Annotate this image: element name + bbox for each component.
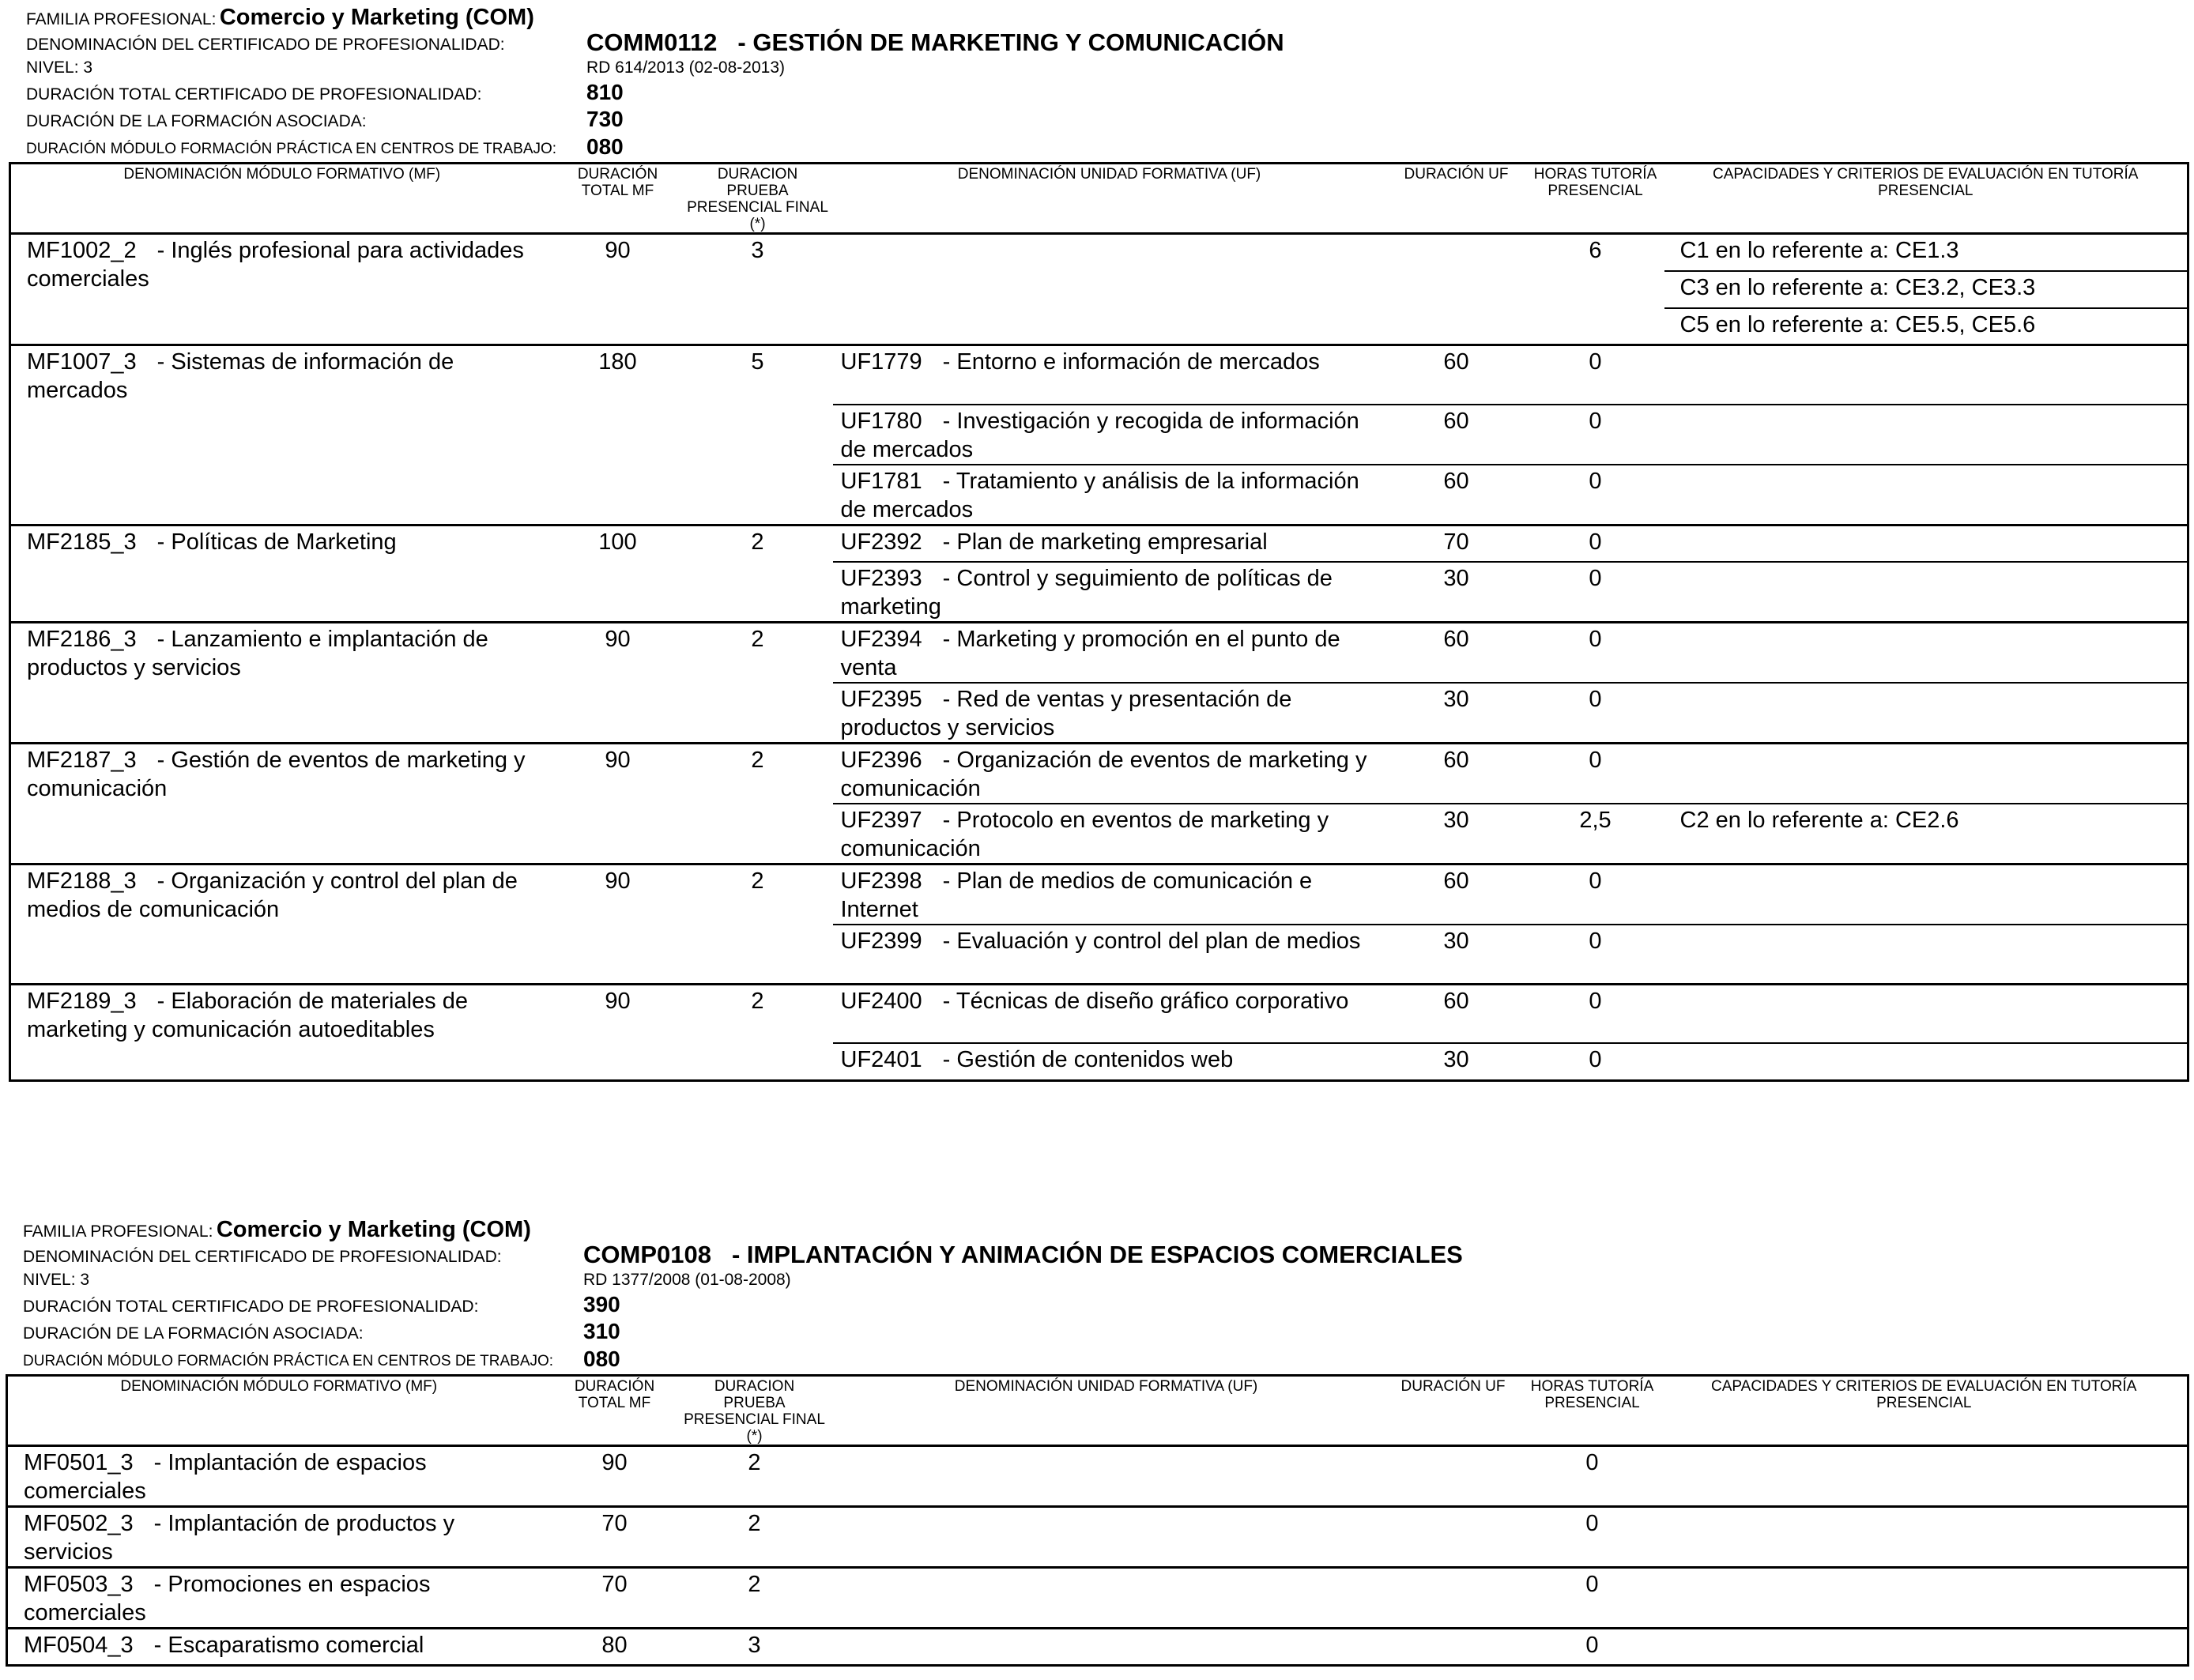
module-duration: 90 [601, 1450, 628, 1475]
tutoring-hours: 0 [1585, 1633, 1599, 1658]
evaluation-criteria [1664, 744, 2188, 804]
unit-name: - Investigación y recogida de información de mercados [840, 408, 1359, 462]
unit-code: UF2401 [840, 1047, 922, 1072]
duracion-formacion-label: DURACIÓN DE LA FORMACIÓN ASOCIADA: [26, 112, 367, 130]
evaluation-criteria [1664, 683, 2188, 744]
familia-label: FAMILIA PROFESIONAL: [23, 1222, 213, 1241]
duracion-total-value: 810 [586, 80, 624, 104]
tutoring-hours: 2,5 [1527, 804, 1664, 864]
evaluation-criteria [1664, 405, 2188, 465]
tutoring-hours: 0 [1585, 1511, 1599, 1536]
tutoring-hours: 0 [1527, 1043, 1664, 1080]
unit-duration: 70 [1443, 529, 1469, 555]
col-uf: DENOMINACIÓN UNIDAD FORMATIVA (UF) [954, 1378, 1258, 1395]
evaluation-criteria: C3 en lo referente a: CE3.2, CE3.3 [1664, 271, 2188, 308]
tutoring-hours: 6 [1589, 238, 1602, 263]
tutoring-hours: 0 [1527, 683, 1664, 744]
unit-duration: 60 [1443, 988, 1469, 1014]
duracion-formacion-label: DURACIÓN DE LA FORMACIÓN ASOCIADA: [23, 1324, 364, 1343]
unit-duration: 60 [1386, 405, 1527, 465]
col-criterios: CAPACIDADES Y CRITERIOS DE EVALUACIÓN EN TUTORÍA PRESENCIAL [1713, 166, 2139, 199]
unit-name-cell [833, 804, 1386, 864]
certificate-title [583, 1242, 1463, 1267]
rd-reference: RD 1377/2008 (01-08-2008) [583, 1271, 791, 1289]
unit-duration: 30 [1386, 562, 1527, 623]
duracion-practica-label: DURACIÓN MÓDULO FORMACIÓN PRÁCTICA EN CENTROS DE TRABAJO: [23, 1353, 554, 1369]
unit-name-cell [833, 683, 1386, 744]
tutoring-hours: 0 [1585, 1572, 1599, 1597]
module-name: - Lanzamiento e implantación de productos y servicios [27, 627, 488, 680]
module-duration: 90 [605, 238, 631, 263]
col-dur-mf: DURACIÓN TOTAL MF [574, 1378, 655, 1411]
tutoring-hours: 0 [1589, 868, 1602, 894]
module-name: - Implantación de productos y servicios [24, 1511, 455, 1565]
evaluation-criteria: C1 en lo referente a: CE1.3 [1679, 238, 1959, 263]
unit-duration [1386, 234, 1527, 271]
unit-name-cell [830, 1629, 1383, 1666]
unit-code: UF2397 [840, 808, 922, 833]
unit-name: - Tratamiento y análisis de la información de mercados [840, 468, 1359, 522]
tutoring-hours: 0 [1527, 562, 1664, 623]
evaluation-criteria [1664, 623, 2188, 684]
evaluation-criteria [1664, 525, 2188, 562]
module-code: MF0502_3 [24, 1511, 134, 1536]
col-uf: DENOMINACIÓN UNIDAD FORMATIVA (UF) [957, 166, 1261, 183]
table-row [7, 1629, 2188, 1666]
module-name: - Sistemas de información de mercados [27, 349, 454, 403]
certificate-name: - IMPLANTACIÓN Y ANIMACIÓN DE ESPACIOS COMERCIALES [731, 1241, 1463, 1268]
module-name: - Inglés profesional para actividades comerciales [27, 238, 524, 292]
module-name-cell [10, 623, 553, 744]
unit-code: UF1780 [840, 408, 922, 434]
module-code: MF1007_3 [27, 349, 137, 375]
unit-duration [1386, 271, 1527, 308]
unit-duration: 60 [1443, 868, 1469, 894]
col-horas: HORAS TUTORÍA PRESENCIAL [1533, 166, 1657, 199]
evaluation-criteria [1661, 1446, 2188, 1507]
table-header [7, 1376, 2188, 1446]
modules-table [9, 162, 2189, 1082]
unit-duration [1383, 1446, 1524, 1507]
certificate-name: - GESTIÓN DE MARKETING Y COMUNICACIÓN [737, 28, 1284, 56]
module-duration: 100 [598, 529, 637, 555]
col-mf: DENOMINACIÓN MÓDULO FORMATIVO (MF) [123, 166, 441, 183]
module-code: MF0503_3 [24, 1572, 134, 1597]
unit-name: - Plan de marketing empresarial [942, 529, 1268, 555]
duracion-total-label: DURACIÓN TOTAL CERTIFICADO DE PROFESIONALIDAD: [23, 1298, 479, 1316]
unit-name-cell [833, 744, 1386, 804]
denominacion-label: DENOMINACIÓN DEL CERTIFICADO DE PROFESIONALIDAD: [26, 36, 505, 54]
certificate-code: COMP0108 [583, 1241, 711, 1268]
module-name-cell [7, 1507, 550, 1568]
denominacion-label: DENOMINACIÓN DEL CERTIFICADO DE PROFESIONALIDAD: [23, 1248, 502, 1266]
unit-name: - Red de ventas y presentación de productos y servicios [840, 687, 1292, 740]
unit-code: UF2396 [840, 748, 922, 773]
module-exam-duration: 2 [748, 1511, 761, 1536]
duracion-total-value: 390 [583, 1292, 620, 1317]
module-name-cell [7, 1568, 550, 1629]
evaluation-criteria [1664, 1043, 2188, 1080]
unit-duration [1383, 1507, 1524, 1568]
unit-duration [1386, 308, 1527, 345]
familia-value: Comercio y Marketing (COM) [216, 1217, 531, 1242]
evaluation-criteria [1664, 984, 2188, 1043]
module-duration: 90 [605, 748, 631, 773]
tutoring-hours: 0 [1589, 349, 1602, 375]
table-header [10, 164, 2188, 234]
module-exam-duration: 2 [748, 1572, 761, 1597]
certificate-section [0, 1214, 2194, 1680]
module-duration: 90 [605, 868, 631, 894]
duracion-formacion-value: 730 [586, 107, 624, 131]
module-name: - Implantación de espacios comerciales [24, 1450, 427, 1504]
module-code: MF0504_3 [24, 1633, 134, 1658]
module-exam-duration: 2 [751, 529, 764, 555]
evaluation-criteria: C5 en lo referente a: CE5.5, CE5.6 [1664, 308, 2188, 345]
module-name-cell [10, 525, 553, 623]
unit-code: UF2395 [840, 687, 922, 712]
module-name: - Gestión de eventos de marketing y comunicación [27, 748, 526, 801]
table-row [10, 525, 2188, 562]
unit-name-cell [833, 345, 1386, 405]
module-name-cell [10, 345, 553, 525]
unit-name-cell [833, 465, 1386, 525]
evaluation-criteria [1664, 345, 2188, 405]
module-duration: 90 [605, 988, 631, 1014]
unit-name: - Técnicas de diseño gráfico corporativo [942, 988, 1349, 1014]
familia-line [23, 1219, 531, 1241]
table-row [10, 623, 2188, 684]
unit-duration: 60 [1443, 349, 1469, 375]
module-name-cell [10, 744, 553, 864]
nivel-label: NIVEL: 3 [23, 1271, 90, 1289]
unit-name: - Gestión de contenidos web [942, 1047, 1234, 1072]
unit-duration: 30 [1386, 925, 1527, 984]
unit-name-cell [833, 984, 1386, 1043]
certificate-code: COMM0112 [586, 28, 718, 56]
tutoring-hours: 0 [1527, 465, 1664, 525]
unit-duration [1383, 1568, 1524, 1629]
module-duration: 180 [598, 349, 637, 375]
unit-duration: 60 [1443, 627, 1469, 652]
tutoring-hours: 0 [1585, 1450, 1599, 1475]
col-prueba: DURACION PRUEBA PRESENCIAL FINAL (*) [684, 1378, 825, 1445]
module-exam-duration: 2 [751, 988, 764, 1014]
unit-name-cell [833, 1043, 1386, 1080]
module-exam-duration: 2 [751, 868, 764, 894]
module-code: MF2189_3 [27, 988, 137, 1014]
unit-name-cell [833, 864, 1386, 925]
module-name-cell [7, 1446, 550, 1507]
unit-name-cell [833, 271, 1386, 308]
module-code: MF2186_3 [27, 627, 137, 652]
evaluation-criteria [1664, 864, 2188, 925]
col-dur-mf: DURACIÓN TOTAL MF [577, 166, 658, 199]
col-dur-uf: DURACIÓN UF [1400, 1378, 1506, 1395]
unit-duration: 60 [1443, 748, 1469, 773]
unit-name-cell [833, 405, 1386, 465]
unit-name-cell [830, 1446, 1383, 1507]
rd-reference: RD 614/2013 (02-08-2013) [586, 58, 785, 77]
unit-name-cell [830, 1507, 1383, 1568]
tutoring-hours: 0 [1527, 925, 1664, 984]
unit-name-cell [833, 623, 1386, 684]
unit-duration [1383, 1629, 1524, 1666]
tutoring-hours [1527, 308, 1664, 345]
unit-duration: 30 [1386, 1043, 1527, 1080]
unit-name-cell [833, 525, 1386, 562]
duracion-practica-label: DURACIÓN MÓDULO FORMACIÓN PRÁCTICA EN CENTROS DE TRABAJO: [26, 141, 557, 157]
evaluation-criteria [1664, 562, 2188, 623]
module-exam-duration: 2 [751, 748, 764, 773]
tutoring-hours: 0 [1589, 748, 1602, 773]
table-row [7, 1568, 2188, 1629]
table-row [10, 984, 2188, 1043]
unit-name: - Protocolo en eventos de marketing y comunicación [840, 808, 1329, 861]
unit-code: UF2393 [840, 566, 922, 591]
module-name: - Escaparatismo comercial [153, 1633, 424, 1658]
unit-code: UF1781 [840, 468, 922, 494]
tutoring-hours: 0 [1527, 405, 1664, 465]
module-duration: 70 [601, 1572, 628, 1597]
familia-label: FAMILIA PROFESIONAL: [26, 10, 217, 28]
unit-duration: 60 [1386, 465, 1527, 525]
unit-name: - Control y seguimiento de políticas de marketing [840, 566, 1333, 620]
certificate-title [586, 30, 1284, 55]
module-code: MF2188_3 [27, 868, 137, 894]
module-duration: 90 [605, 627, 631, 652]
unit-name-cell [833, 308, 1386, 345]
module-code: MF2187_3 [27, 748, 137, 773]
unit-duration: 30 [1386, 683, 1527, 744]
module-exam-duration: 5 [751, 349, 764, 375]
evaluation-criteria [1661, 1507, 2188, 1568]
unit-name-cell [833, 925, 1386, 984]
duracion-practica-value: 080 [583, 1347, 620, 1371]
col-criterios: CAPACIDADES Y CRITERIOS DE EVALUACIÓN EN TUTORÍA PRESENCIAL [1711, 1378, 2137, 1411]
evaluation-criteria: C2 en lo referente a: CE2.6 [1664, 804, 2188, 864]
table-row [10, 234, 2188, 271]
module-exam-duration: 3 [751, 238, 764, 263]
table-row [10, 864, 2188, 925]
unit-name: - Plan de medios de comunicación e Internet [840, 868, 1313, 922]
module-name-cell [7, 1629, 550, 1666]
module-name-cell [10, 234, 553, 345]
unit-name-cell [833, 234, 1386, 271]
unit-code: UF2398 [840, 868, 922, 894]
tutoring-hours [1527, 271, 1664, 308]
module-name: - Políticas de Marketing [156, 529, 397, 555]
nivel-label: NIVEL: 3 [26, 58, 93, 77]
module-code: MF2185_3 [27, 529, 137, 555]
module-name: - Elaboración de materiales de marketing y comunicación autoeditables [27, 988, 468, 1042]
module-code: MF0501_3 [24, 1450, 134, 1475]
unit-name: - Organización de eventos de marketing y comunicación [840, 748, 1367, 801]
table-row [7, 1507, 2188, 1568]
table-body [7, 1446, 2188, 1666]
unit-name-cell [833, 562, 1386, 623]
col-horas: HORAS TUTORÍA PRESENCIAL [1530, 1378, 1654, 1411]
module-duration: 80 [601, 1633, 628, 1658]
unit-name-cell [830, 1568, 1383, 1629]
familia-value: Comercio y Marketing (COM) [219, 5, 534, 30]
unit-code: UF2399 [840, 929, 922, 954]
module-exam-duration: 2 [751, 627, 764, 652]
unit-code: UF2400 [840, 988, 922, 1014]
evaluation-criteria [1661, 1568, 2188, 1629]
evaluation-criteria [1664, 465, 2188, 525]
unit-name: - Marketing y promoción en el punto de venta [840, 627, 1340, 680]
module-code: MF1002_2 [27, 238, 137, 263]
unit-code: UF1779 [840, 349, 922, 375]
table-body [10, 234, 2188, 1081]
modules-table [6, 1374, 2189, 1667]
module-name-cell [10, 984, 553, 1080]
module-name-cell [10, 864, 553, 985]
duracion-formacion-value: 310 [583, 1319, 620, 1343]
table-row [10, 345, 2188, 405]
evaluation-criteria [1664, 925, 2188, 984]
module-duration: 70 [601, 1511, 628, 1536]
module-name: - Organización y control del plan de medios de comunicación [27, 868, 518, 922]
tutoring-hours: 0 [1589, 988, 1602, 1014]
module-exam-duration: 3 [748, 1633, 761, 1658]
tutoring-hours: 0 [1589, 627, 1602, 652]
table-row [7, 1446, 2188, 1507]
module-exam-duration: 2 [748, 1450, 761, 1475]
tutoring-hours: 0 [1589, 529, 1602, 555]
table-row [10, 744, 2188, 804]
module-name: - Promociones en espacios comerciales [24, 1572, 431, 1625]
unit-name: - Evaluación y control del plan de medios [942, 929, 1361, 954]
col-prueba: DURACION PRUEBA PRESENCIAL FINAL (*) [687, 166, 828, 232]
duracion-practica-value: 080 [586, 134, 624, 159]
unit-code: UF2392 [840, 529, 922, 555]
duracion-total-label: DURACIÓN TOTAL CERTIFICADO DE PROFESIONALIDAD: [26, 85, 482, 104]
col-dur-uf: DURACIÓN UF [1404, 166, 1509, 183]
unit-name: - Entorno e información de mercados [942, 349, 1320, 375]
evaluation-criteria [1661, 1629, 2188, 1666]
unit-duration: 30 [1386, 804, 1527, 864]
familia-line [26, 6, 534, 29]
col-mf: DENOMINACIÓN MÓDULO FORMATIVO (MF) [120, 1378, 438, 1395]
unit-code: UF2394 [840, 627, 922, 652]
